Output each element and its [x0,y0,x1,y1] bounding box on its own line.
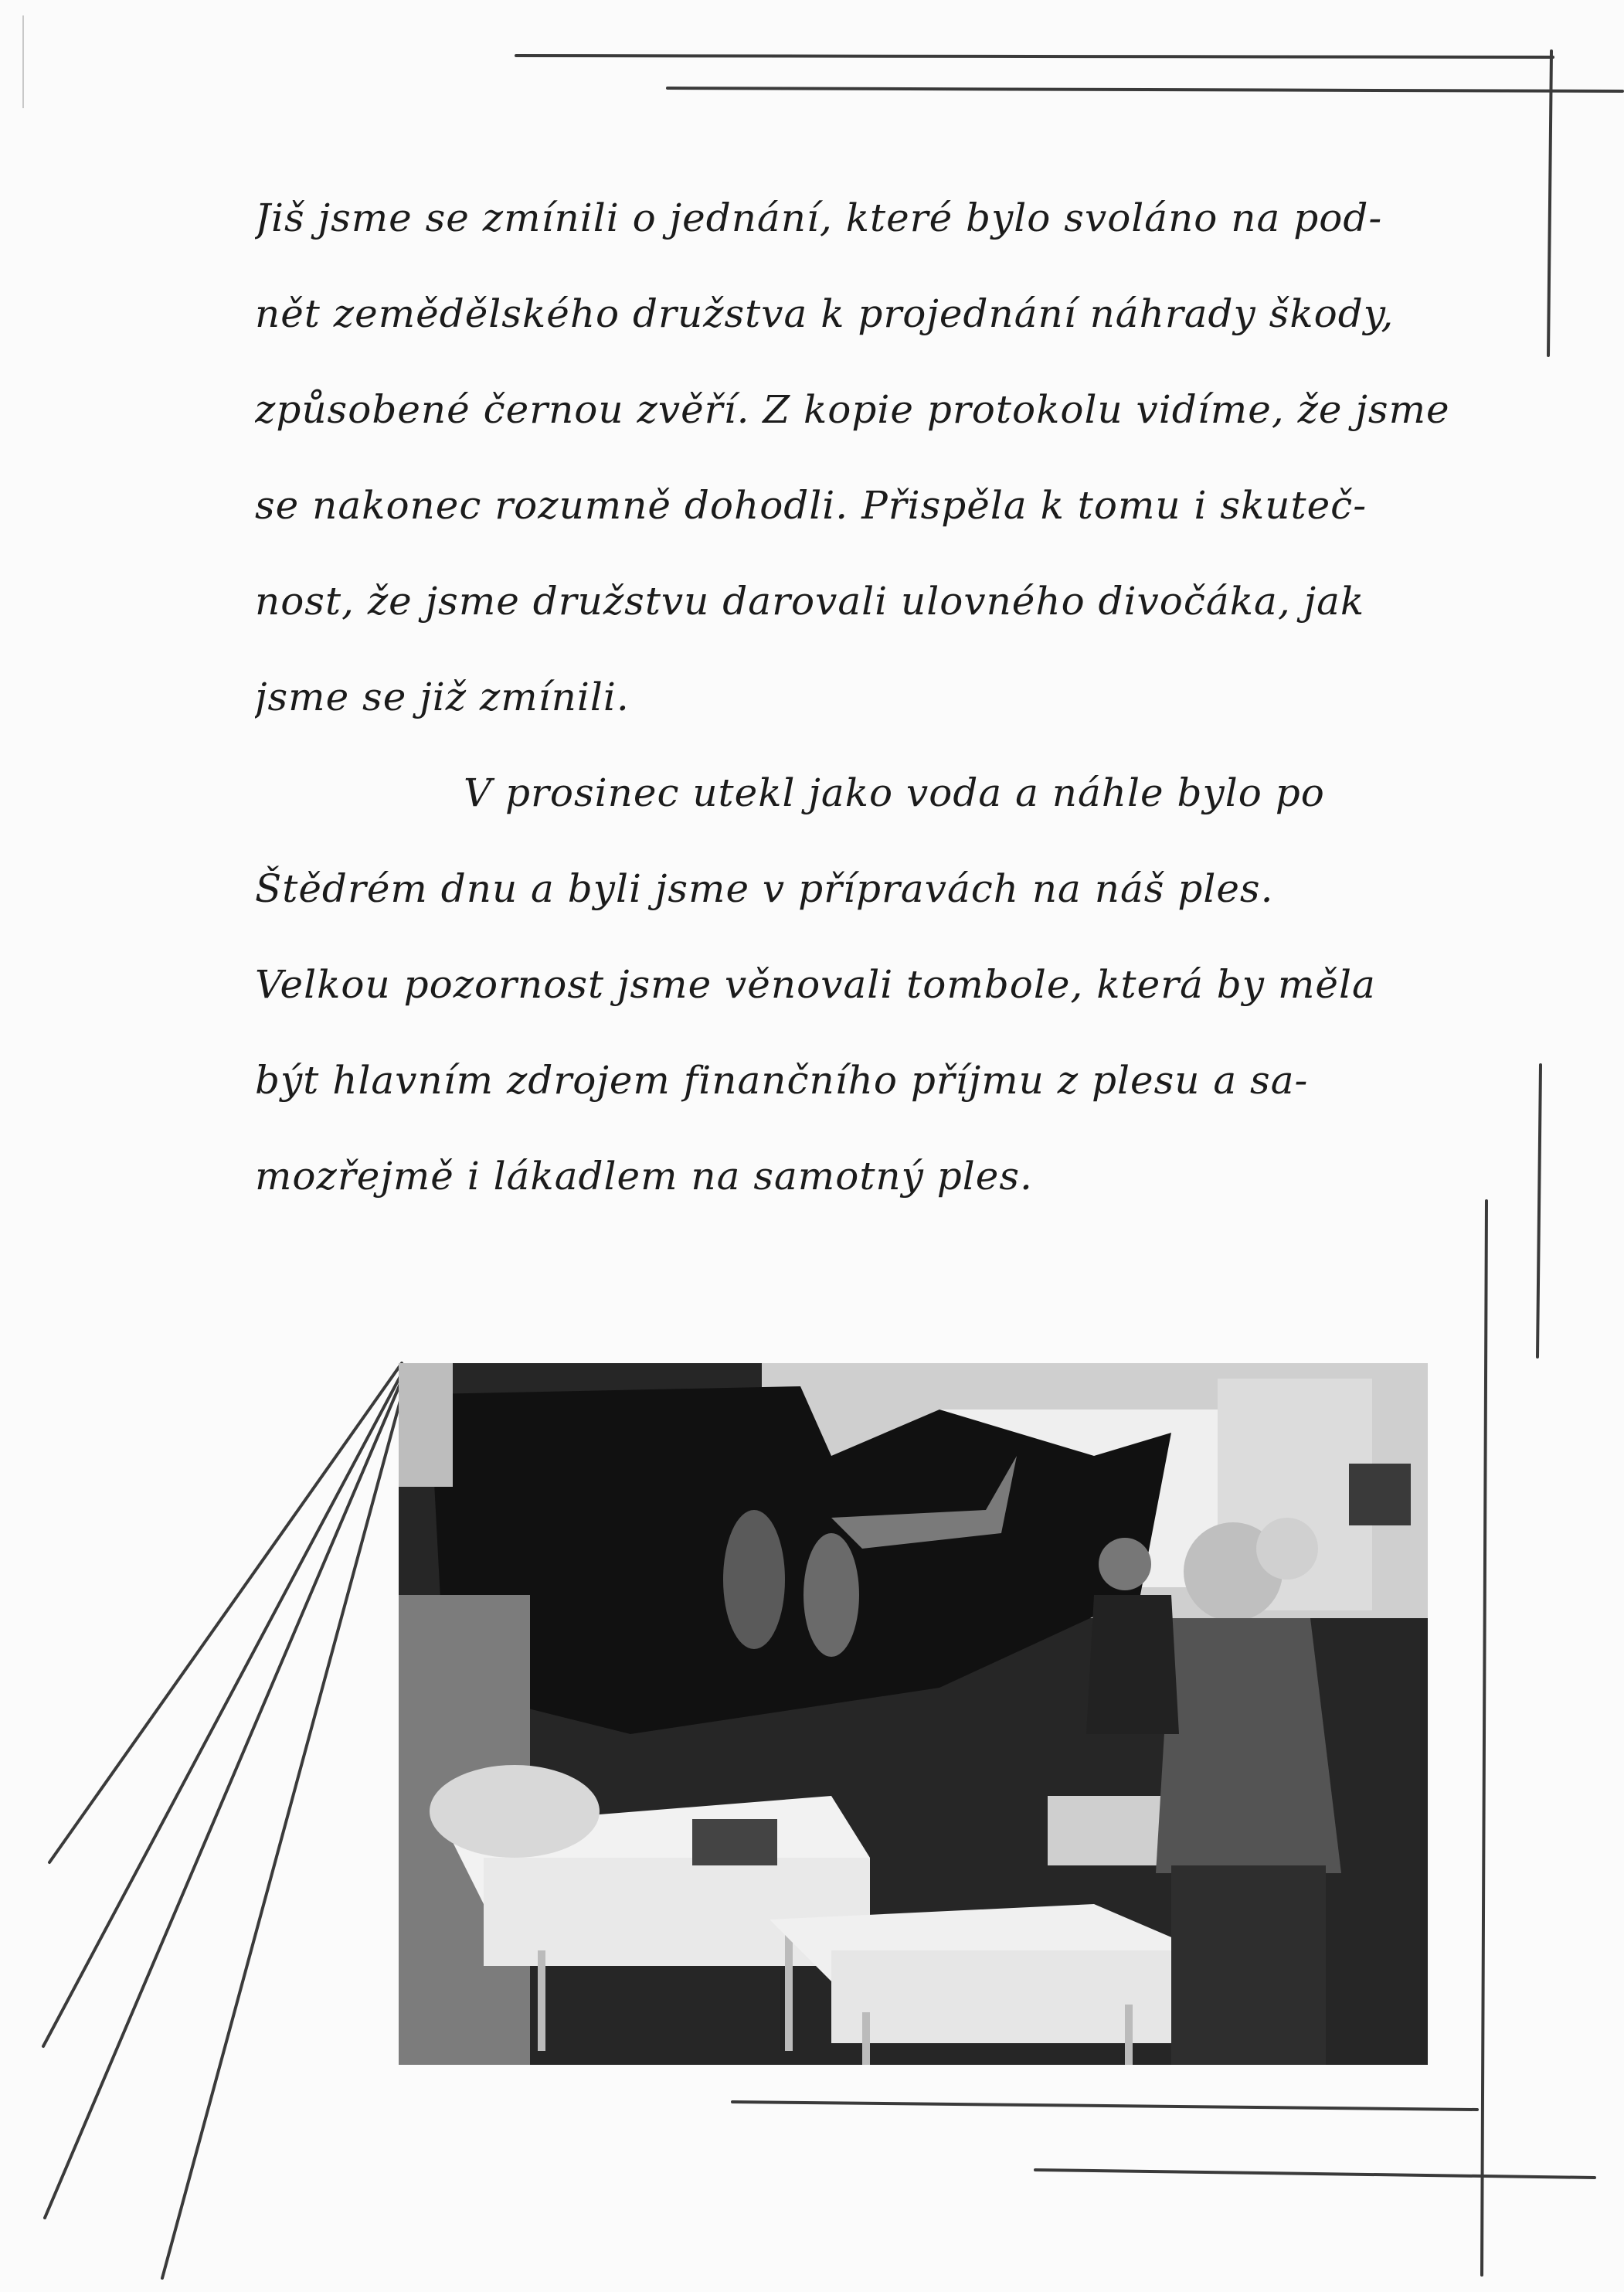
text-line: V prosinec utekl jako voda a náhle bylo po [464,770,1325,815]
text-line: mozřejmě i lákadlem na samotný ples. [255,1154,1033,1199]
text-line: způsobené černou zvěří. Z kopie protokolu vidíme, že jsme [255,387,1450,432]
paragraph-1 [255,170,1537,745]
text-line: nost, že jsme družstvu darovali ulovného divočáka, jak [255,579,1365,624]
radiating-line-3 [45,1369,406,2218]
right-frame-line-low [1482,1201,1486,2275]
photograph-icon [399,1363,1428,2065]
right-frame-line-mid [1537,1065,1541,1357]
text-line: nět zemědělského družstva k projednání náhrady škody, [255,291,1395,336]
bottom-frame-line-2 [1035,2170,1595,2178]
text-line: Štědrém dnu a byli jsme v přípravách na náš ples. [255,866,1274,911]
text-line: být hlavním zdrojem finančního příjmu z plesu a sa- [255,1058,1309,1103]
text-line: jsme se již zmínili. [255,675,630,719]
text-line: Velkou pozornost jsme věnovali tombole, která by měla [255,962,1376,1007]
radiating-line-4 [162,1372,408,2278]
top-frame-line-1 [516,56,1553,57]
right-frame-line-top [1548,51,1551,355]
photograph [399,1363,1428,2065]
radiating-line-2 [43,1368,405,2046]
paragraph-2 [255,745,1537,1224]
top-frame-line-2 [668,88,1622,91]
radiating-line-1 [49,1363,402,1862]
bottom-frame-line-1 [732,2102,1477,2110]
handwritten-text-block [255,170,1537,1224]
text-line: se nakonec rozumně dohodli. Přispěla k tomu i skuteč- [255,483,1367,528]
text-line: Jiš jsme se zmínili o jednání, které bylo svoláno na pod- [255,196,1383,240]
